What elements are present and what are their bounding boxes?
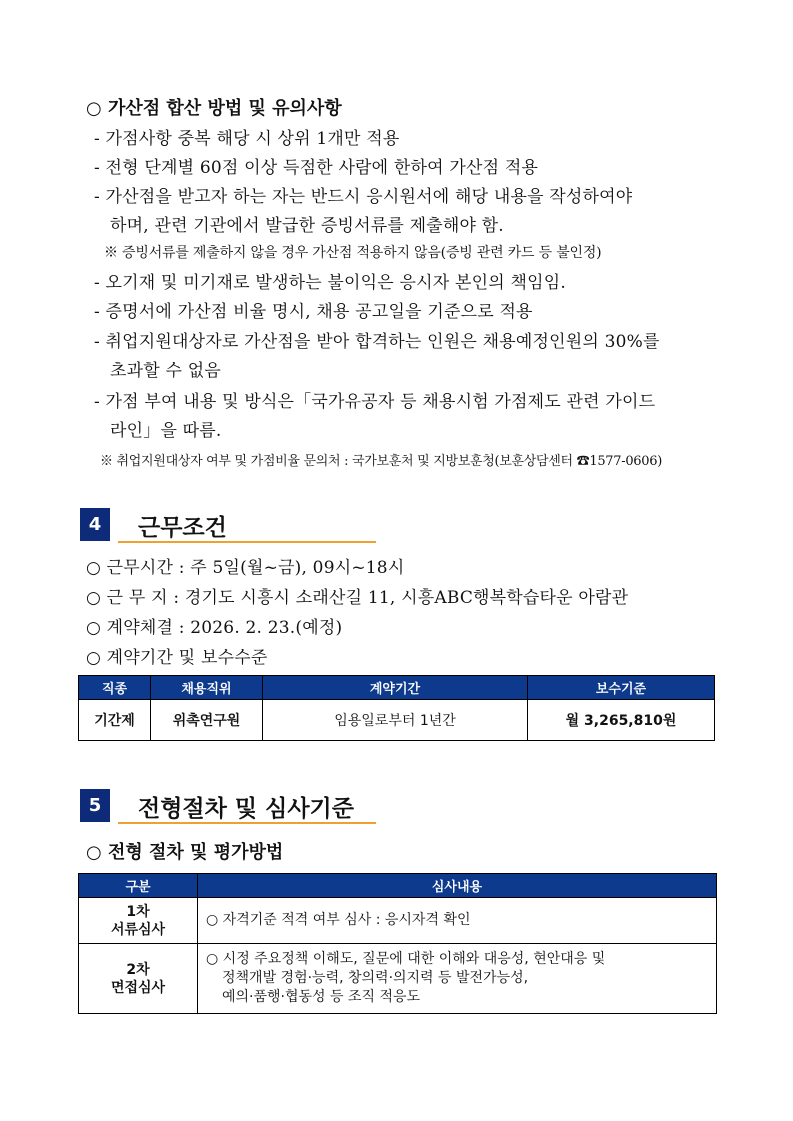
table-row [79,944,717,1014]
table-cell: 임용일로부터 1년간 [263,700,528,741]
table-header: 계약기간 [263,676,528,700]
section-number: 5 [80,789,110,822]
contract-terms: ○ 계약기간 및 보수수준 [86,648,268,668]
section-title: 근무조건 [138,515,227,541]
table-cell: 월 3,265,810원 [528,700,715,741]
stage-label: 2차 면접심사 [79,944,198,1014]
table-row [79,700,715,741]
bonus-note: ※ 증빙서류를 제출하지 않을 경우 가산점 적용하지 않음(증빙 관련 카드 등 불인정) [104,245,602,261]
table-row [79,898,717,944]
section-underline [118,541,376,543]
section-number: 4 [80,508,110,541]
bonus-item: - 가점 부여 내용 및 방식은「국가유공자 등 채용시험 가점제도 관련 가이드 [94,392,656,412]
bonus-item: 하며, 관련 기관에서 발급한 증빙서류를 제출해야 함. [110,216,504,236]
process-heading: ○ 전형 절차 및 평가방법 [86,842,284,863]
bonus-note: ※ 취업지원대상자 여부 및 가점비율 문의처 : 국가보훈처 및 지방보훈청(보훈상담센터 ☎1577-0606) [100,454,662,469]
section-title: 전형절차 및 심사기준 [138,796,354,822]
bonus-item: - 취업지원대상자로 가산점을 받아 합격하는 인원은 채용예정인원의 30%를 [94,332,660,352]
process-table [78,873,717,1014]
table-header: 심사내용 [198,874,717,898]
stage-content: ○ 자격기준 적격 여부 심사 : 응시자격 확인 [198,898,717,944]
bonus-item: - 오기재 및 미기재로 발생하는 불이익은 응시자 본인의 책임임. [94,273,566,293]
bonus-item: - 전형 단계별 60점 이상 득점한 사람에 한하여 가산점 적용 [94,158,539,178]
bonus-item: - 가산점을 받고자 하는 자는 반드시 응시원서에 해당 내용을 작성하여야 [94,187,633,207]
section-underline [118,822,376,824]
contract-date: ○ 계약체결 : 2026. 2. 23.(예정) [86,618,343,638]
table-header: 채용직위 [151,676,263,700]
bonus-item: - 가점사항 중복 해당 시 상위 1개만 적용 [94,129,400,149]
table-cell: 기간제 [79,700,151,741]
stage-content: ○ 시정 주요정책 이해도, 질문에 대한 이해와 대응성, 현안대응 및 정책개발 경험·능력, 창의력·의지력 등 발전가능성, 예의·품행·협동성 등 조직 적응도 [198,944,717,1014]
work-location: ○ 근 무 지 : 경기도 시흥시 소래산길 11, 시흥ABC행복학습타운 아람관 [86,588,629,608]
bonus-item: 라인」을 따름. [110,421,222,441]
stage-label: 1차 서류심사 [79,898,198,944]
salary-table [78,675,715,741]
work-hours: ○ 근무시간 : 주 5일(월~금), 09시~18시 [86,558,405,578]
bonus-item: 초과할 수 없음 [110,361,221,381]
bonus-heading: ○ 가산점 합산 방법 및 유의사항 [86,98,342,119]
table-header: 구분 [79,874,198,898]
table-cell: 위촉연구원 [151,700,263,741]
bonus-item: - 증명서에 가산점 비율 명시, 채용 공고일을 기준으로 적용 [94,302,533,322]
table-header: 직종 [79,676,151,700]
table-header: 보수기준 [528,676,715,700]
